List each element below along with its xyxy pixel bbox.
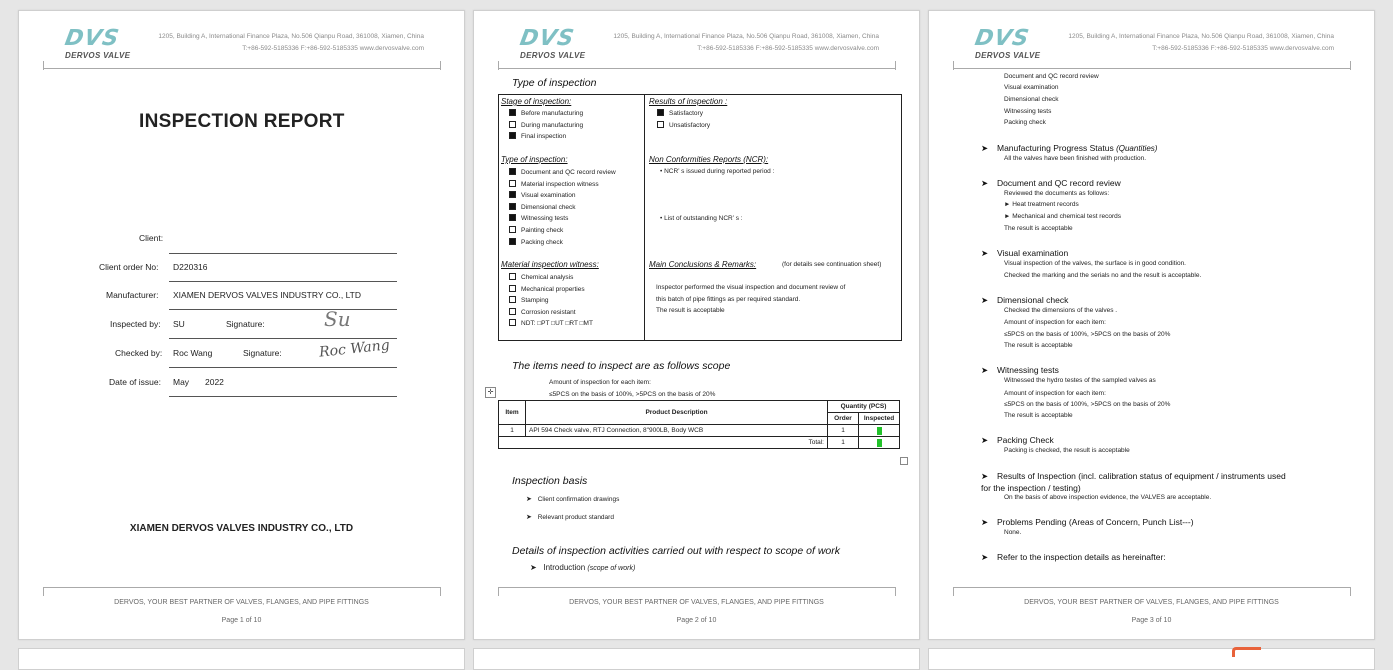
type-item: Witnessing tests: [509, 214, 568, 222]
client-order-label: Client order No:: [99, 262, 159, 272]
dervos-logo: DVS DERVOS VALVE: [972, 26, 1041, 60]
type-item: Painting check: [509, 226, 563, 234]
material-item: Mechanical properties: [509, 285, 585, 293]
top-list-item: Document and QC record review: [1004, 73, 1099, 80]
ncr-line: • NCR’ s issued during reported period :: [660, 168, 775, 175]
mps-heading: ➤ Manufacturing Progress Status (Quantities): [981, 143, 1158, 153]
checked-by-label: Checked by:: [115, 348, 163, 358]
footer-slogan: DERVOS, YOUR BEST PARTNER OF VALVES, FLANGES, AND PIPE FITTINGS: [569, 599, 824, 606]
type-item: Visual examination: [509, 191, 575, 199]
stage-item: Final inspection: [509, 132, 566, 140]
ncr-title: Non Conformities Reports (NCR):: [649, 155, 769, 164]
top-list-item: Visual examination: [1004, 84, 1059, 91]
page-3: DVS DERVOS VALVE 1205, Building A, International Finance Plaza, No.506 Qianpu Road, 361008, Xiamen, China T:+86-592-5185336 F:+86-592-5185335 www.dervosvalve.com Document and QC record review Visual examination Dimensional check Witnessing tests Packing check ➤ Manufacturing Progress Status (Quantities) All the valves have been finished with production. ➤ Document and QC record review Reviewed the documents as follows: ► Heat treatment records ► Mechanical and chemical test records The result is acceptable ➤ Visual examination Visual inspection of the valves, the surface is in good condition. Checked the marking and the serials no and the result is acceptable. ➤ Dimensional check Checked the dimensions of the valves . Amount of inspection for each item: ≤5PCS on the basis of 100%, >5PCS on the basis of 20% The result is acceptable ➤ Witnessing tests Witnessed the hydro testes of the sampled valves as Amount of inspection for each item: ≤5PCS on the basis of 100%, >5PCS on the basis of 20% The result is acceptable ➤ Packing Check Packing is checked, the result is acceptable ➤ Results of Inspection (incl. calibration status of equipment / instruments used for the inspection / testing) On the basis of above inspection evidence, the VALVES are acceptable. ➤ Problems Pending (Areas of Concern, Punch List---) None. ➤ Refer to the inspection details as hereinafter: DERVOS, YOUR BEST PARTNER OF VALVES, FLANGES, AND PIPE FITTINGS Page 3 of 10: [928, 10, 1375, 640]
type-item: Document and QC record review: [509, 168, 616, 176]
dervos-logo: DVS DERVOS VALVE: [517, 26, 586, 60]
header-address: 1205, Building A, International Finance Plaza, No.506 Qianpu Road, 361008, Xiamen, China T:+86-592-5185336 F:+86-592-5185335 www.dervosvalve.com: [1068, 33, 1334, 52]
header-rule: [953, 68, 1351, 69]
type-item: Packing check: [509, 238, 563, 246]
date-year: 2022: [205, 377, 224, 387]
dervos-logo: DVS DERVOS VALVE: [62, 26, 131, 60]
col-qty: Quantity (PCS): [828, 401, 900, 413]
material-item: Corrosion resistant: [509, 308, 576, 316]
results-title: Results of inspection :: [649, 97, 728, 106]
client-order-value: D220316: [173, 262, 208, 272]
amount-text: Amount of inspection for each item: ≤5PCS on the basis of 100%, >5PCS on the basis of 20%: [549, 379, 716, 398]
footer-slogan: DERVOS, YOUR BEST PARTNER OF VALVES, FLANGES, AND PIPE FITTINGS: [114, 599, 369, 606]
visual-heading: ➤ Visual examination: [981, 248, 1069, 258]
results-item: Satisfactory: [657, 109, 703, 117]
wit-heading: ➤ Witnessing tests: [981, 365, 1059, 375]
stage-item: During manufacturing: [509, 121, 583, 129]
checked-by-value: Roc Wang: [173, 348, 213, 358]
top-list-item: Witnessing tests: [1004, 108, 1052, 115]
page-number: Page 1 of 10: [221, 617, 262, 624]
basis-heading: Inspection basis: [512, 475, 588, 487]
conclusions-title: Main Conclusions & Remarks:: [649, 260, 757, 269]
basis-item: ➤ Client confirmation drawings: [526, 496, 620, 503]
stage-item: Before manufacturing: [509, 109, 583, 117]
signature-su: Su: [324, 307, 351, 331]
table-move-handle-icon[interactable]: ✛: [485, 387, 496, 398]
top-list-item: Packing check: [1004, 119, 1046, 126]
footer-rule: [953, 587, 1351, 588]
page-6-stub: [928, 648, 1375, 670]
inspected-by-value: SU: [173, 319, 185, 329]
material-item: Chemical analysis: [509, 273, 573, 281]
header-address: 1205, Building A, International Finance Plaza, No.506 Qianpu Road, 361008, Xiamen, China T:+86-592-5185336 F:+86-592-5185335 www.dervosvalve.com: [613, 33, 879, 52]
footer-rule: [498, 587, 896, 588]
col-desc: Product Description: [526, 401, 828, 425]
table-resize-handle[interactable]: [900, 457, 908, 465]
manufacturer-value: XIAMEN DERVOS VALVES INDUSTRY CO., LTD: [173, 290, 361, 300]
type-of-inspection-heading: Type of inspection: [512, 77, 597, 89]
items-table: [498, 400, 900, 449]
signature-label: Signature:: [226, 319, 265, 329]
refer-heading: ➤ Refer to the inspection details as hereinafter:: [981, 552, 1166, 562]
page-4-stub: [18, 648, 465, 670]
table-total-row: Total: 1: [499, 437, 900, 449]
inspected-by-label: Inspected by:: [110, 319, 161, 329]
dim-heading: ➤ Dimensional check: [981, 295, 1069, 305]
client-label: Client:: [139, 233, 164, 243]
ncr-outstanding: • List of outstanding NCR’ s :: [660, 215, 743, 222]
footer-rule: [43, 587, 441, 588]
page-number: Page 2 of 10: [676, 617, 717, 624]
page-2: [473, 10, 920, 640]
conclusions-note: (for details see continuation sheet): [782, 261, 882, 268]
type-title: Type of inspection:: [501, 155, 568, 164]
date-label: Date of issue:: [109, 377, 161, 387]
col-inspected: Inspected: [859, 413, 900, 425]
page-1: [18, 10, 465, 640]
manufacturer-label: Manufacturer:: [106, 290, 159, 300]
company-name: XIAMEN DERVOS VALVES INDUSTRY CO., LTD: [129, 523, 354, 534]
items-heading: The items need to inspect are as follows scope: [512, 360, 731, 372]
details-heading: Details of inspection activities carried out with respect to scope of work: [512, 545, 840, 557]
conclusions-text: Inspector performed the visual inspection and document review of this batch of pipe fittings as per required standard. The result is acceptable: [656, 284, 846, 314]
col-order: Order: [828, 413, 859, 425]
col-item: Item: [499, 401, 526, 425]
header-rule: [43, 68, 441, 69]
table-row: 1 API 594 Check valve, RTJ Connection, 8"900LB, Body WCB 1: [499, 425, 900, 437]
top-list-item: Dimensional check: [1004, 96, 1059, 103]
page-5-stub: [473, 648, 920, 670]
header-address: 1205, Building A, International Finance Plaza, No.506 Qianpu Road, 361008, Xiamen, China T:+86-592-5185336 F:+86-592-5185335 www.dervosvalve.com: [158, 33, 424, 52]
material-item: Stamping: [509, 296, 548, 304]
doc-heading: ➤ Document and QC record review: [981, 178, 1121, 188]
problems-heading: ➤ Problems Pending (Areas of Concern, Punch List---): [981, 517, 1194, 527]
pack-heading: ➤ Packing Check: [981, 435, 1054, 445]
signature-roc-wang: Roc Wang: [318, 337, 391, 361]
intro-item: ➤ Introduction (scope of work): [530, 563, 636, 572]
signature-label-2: Signature:: [243, 348, 282, 358]
material-title: Material inspection witness:: [501, 260, 599, 269]
results-heading-2: for the inspection / testing): [981, 483, 1081, 493]
date-month: May: [173, 377, 190, 387]
floating-widget-icon[interactable]: [1232, 647, 1261, 657]
report-title: INSPECTION REPORT: [139, 111, 345, 132]
results-item: Unsatisfactory: [657, 121, 710, 129]
type-item: Dimensional check: [509, 203, 576, 211]
basis-item: ➤ Relevant product standard: [526, 514, 614, 521]
header-rule: [498, 68, 896, 69]
material-item: NDT: □PT □UT □RT □MT: [509, 319, 593, 327]
footer-slogan: DERVOS, YOUR BEST PARTNER OF VALVES, FLANGES, AND PIPE FITTINGS: [1024, 599, 1279, 606]
type-item: Material inspection witness: [509, 180, 599, 188]
stage-title: Stage of inspection:: [501, 97, 572, 106]
inspected-mark: [859, 425, 900, 437]
results-heading: ➤ Results of Inspection (incl. calibration status of equipment / instruments used: [981, 471, 1286, 481]
page-number: Page 3 of 10: [1131, 617, 1172, 624]
